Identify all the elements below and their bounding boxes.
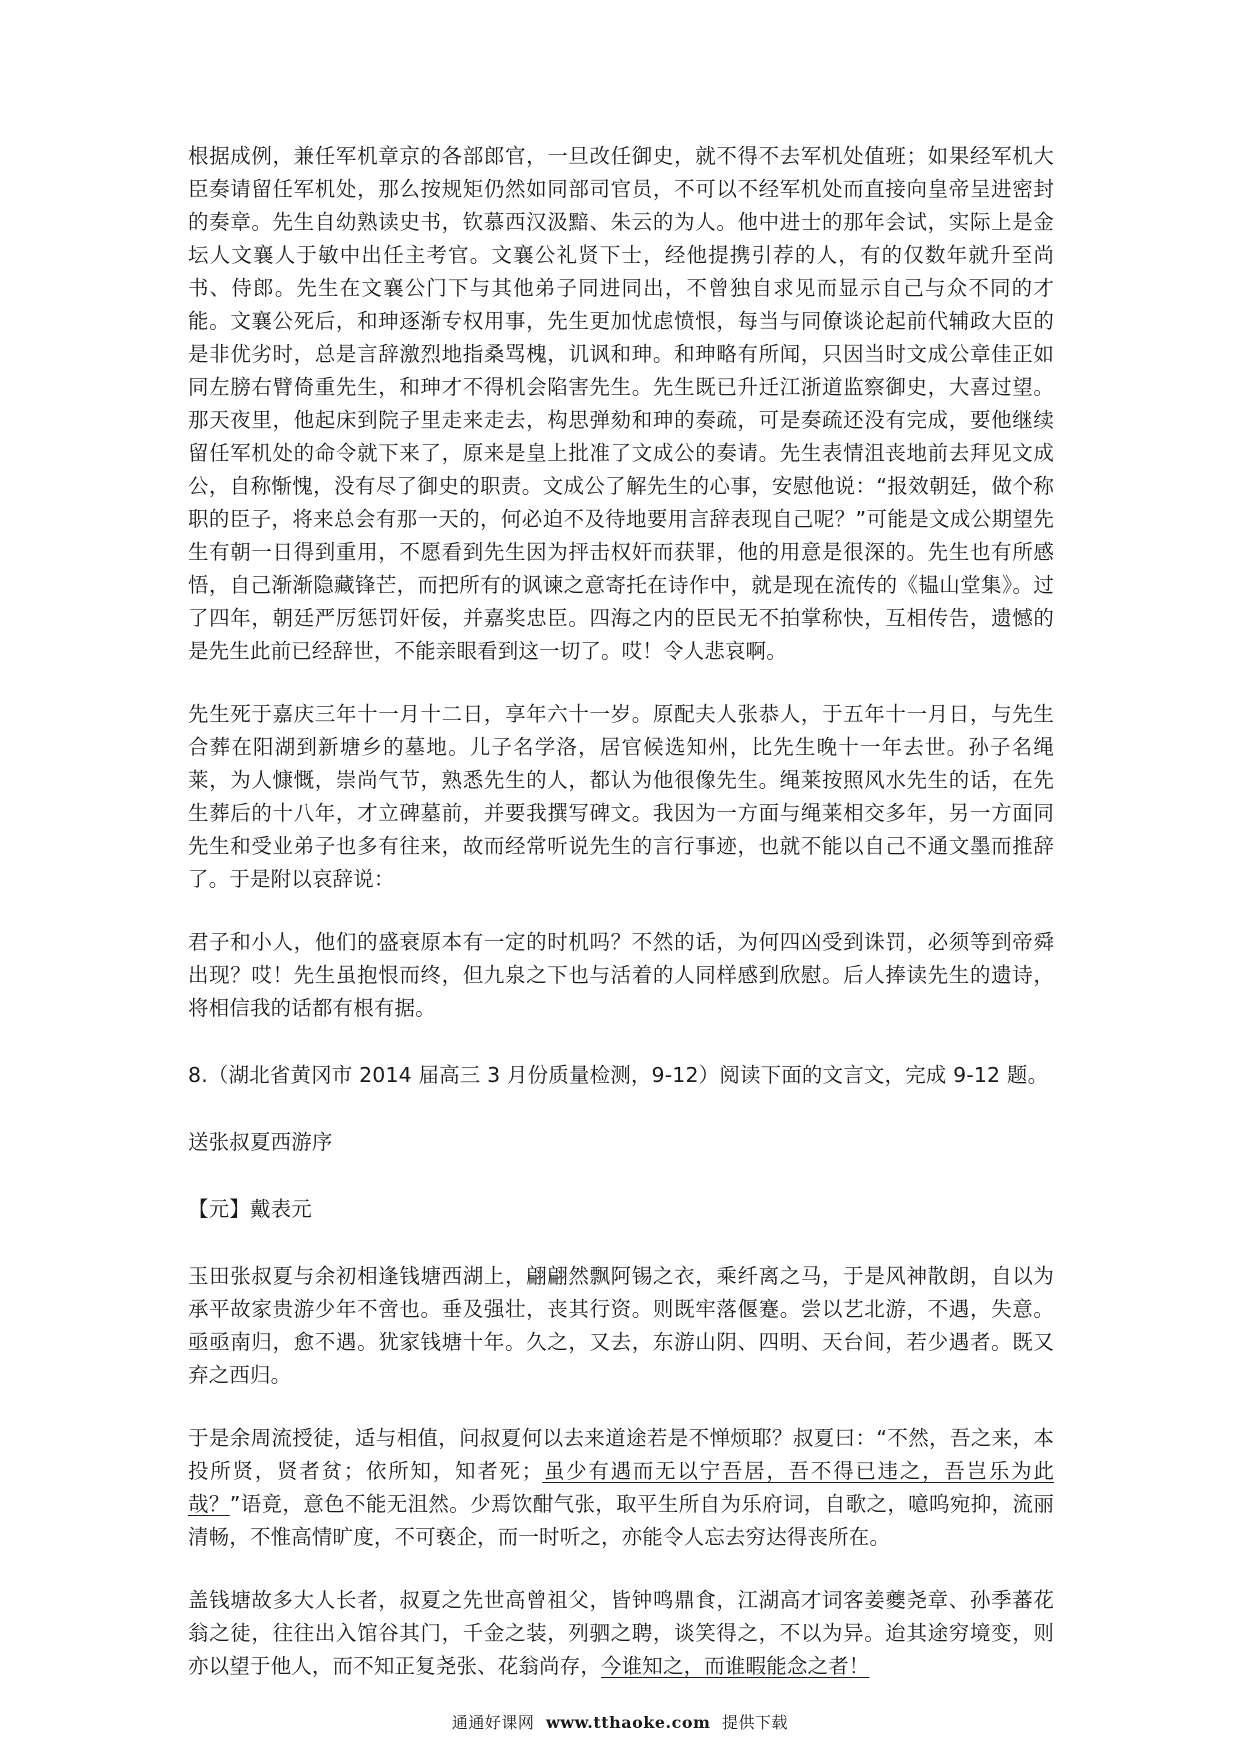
underlined-sentence-1: 虽少有遇而无以宁吾居，吾不得已违之，吾岂乐为此哉？ xyxy=(188,1459,1054,1516)
footer-brand: 通通好课网 xyxy=(451,1713,535,1732)
question-number: 8. xyxy=(188,1063,208,1087)
question-instruction: （湖北省黄冈市 2014 届高三 3 月份质量检测，9-12）阅读下面的文言文，完成 9-12 题。 xyxy=(207,1063,1049,1087)
paragraph-5 xyxy=(188,1422,1054,1554)
text-author: 【元】戴表元 xyxy=(188,1197,312,1221)
footer-site-link[interactable]: www.tthaoke.com xyxy=(546,1713,711,1732)
page-footer xyxy=(0,1710,1240,1733)
underlined-sentence-2: 今谁知之，而谁暇能念之者！ xyxy=(601,1654,870,1678)
paragraph-2: 先生死于嘉庆三年十一月十二日，享年六十一岁。原配夫人张恭人，于五年十一月日，与先生合葬在阳湖到新塘乡的墓地。儿子名学洛，居官候选知州，比先生晚十一年去世。孙子名绳莱，为人慷慨，崇尚气节，熟悉先生的人，都认为他很像先生。绳莱按照风水先生的话，在先生葬后的十八年，才立碑墓前，并要我撰写碑文。我因为一方面与绳莱相交多年，另一方面同先生和受业弟子也多有往来，故而经常听说先生的言行事迹，也就不能以自己不通文墨而推辞了。于是附以哀辞说： xyxy=(188,702,1054,891)
footer-download-text: 提供下载 xyxy=(722,1713,789,1732)
paragraph-5-text-b: ”语竟，意色不能无沮然。少焉饮酣气张，取平生所自为乐府词，自歌之，噫呜宛抑，流丽清畅，不惟高情旷度，不可亵企，而一时听之，亦能令人忘去穷达得丧所在。 xyxy=(188,1492,1054,1549)
document-body xyxy=(188,140,1054,1683)
paragraph-3: 君子和小人，他们的盛衰原本有一定的时机吗？不然的话，为何四凶受到诛罚，必须等到帝舜出现？哎！先生虽抱恨而终，但九泉之下也与活着的人同样感到欣慰。后人捧读先生的遗诗，将相信我的话都有根有据。 xyxy=(188,930,1054,1020)
paragraph-4: 玉田张叔夏与余初相逢钱塘西湖上，翩翩然飘阿锡之衣，乘纤离之马，于是风神散朗，自以为承平故家贵游少年不啻也。垂及强壮，丧其行资。则既牢落偃蹇。尝以艺北游，不遇，失意。亟亟南归，愈不遇。犹家钱塘十年。久之，又去，东游山阴、四明、天台间，若少遇者。既又弃之西归。 xyxy=(188,1264,1054,1387)
text-title: 送张叔夏西游序 xyxy=(188,1130,333,1154)
paragraph-6 xyxy=(188,1584,1054,1683)
paragraph-6-text-a: 盖钱塘故多大人长者，叔夏之先世高曾祖父，皆钟鸣鼎食，江湖高才词客姜夔尧章、孙季蕃花翁之徒，往往出入馆谷其门，千金之装，列驷之聘，谈笑得之，不以为异。迨其途穷境变，则亦以望于他人，而不知正复尧张、花翁尚存， xyxy=(188,1588,1054,1678)
question-heading xyxy=(188,1059,1054,1092)
paragraph-5-text-a: 于是余周流授徒，适与相值，问叔夏何以去来道途若是不惮烦耶？叔夏曰：“不然，吾之来，本投所贤，贤者贫；依所知，知者死； xyxy=(188,1426,1054,1483)
paragraph-1: 根据成例，兼任军机章京的各部郎官，一旦改任御史，就不得不去军机处值班；如果经军机大臣奏请留任军机处，那么按规矩仍然如同部司官员，不可以不经军机处而直接向皇帝呈进密封的奏章。先生自幼熟读史书，钦慕西汉汲黯、朱云的为人。他中进士的那年会试，实际上是金坛人文襄人于敏中出任主考官。文襄公礼贤下士，经他提携引荐的人，有的仅数年就升至尚书、侍郎。先生在文襄公门下与其他弟子同进同出，不曾独自求见而显示自己与众不同的才能。文襄公死后，和珅逐渐专权用事，先生更加忧虑愤恨，每当与同僚谈论起前代辅政大臣的是非优劣时，总是言辞激烈地指桑骂槐，讥讽和珅。和珅略有所闻，只因当时文成公章佳正如同左膀右臂倚重先生，和珅才不得机会陷害先生。先生既已升迁江浙道监察御史，大喜过望。那天夜里，他起床到院子里走来走去，构思弹劾和珅的奏疏，可是奏疏还没有完成，要他继续留任军机处的命令就下来了，原来是皇上批准了文成公的奏请。先生表情沮丧地前去拜见文成公，自称惭愧，没有尽了御史的职责。文成公了解先生的心事，安慰他说：“报效朝廷，做个称职的臣子，将来总会有那一天的，何必迫不及待地要用言辞表现自己呢？”可能是文成公期望先生有朝一日得到重用，不愿看到先生因为抨击权奸而获罪，他的用意是很深的。先生也有所感悟，自己渐渐隐藏锋芒，而把所有的讽谏之意寄托在诗作中，就是现在流传的《韫山堂集》。过了四年，朝廷严厉惩罚奸佞，并嘉奖忠臣。四海之内的臣民无不拍掌称快，互相传告，遗憾的是先生此前已经辞世，不能亲眼看到这一切了。哎！令人悲哀啊。 xyxy=(188,144,1054,663)
